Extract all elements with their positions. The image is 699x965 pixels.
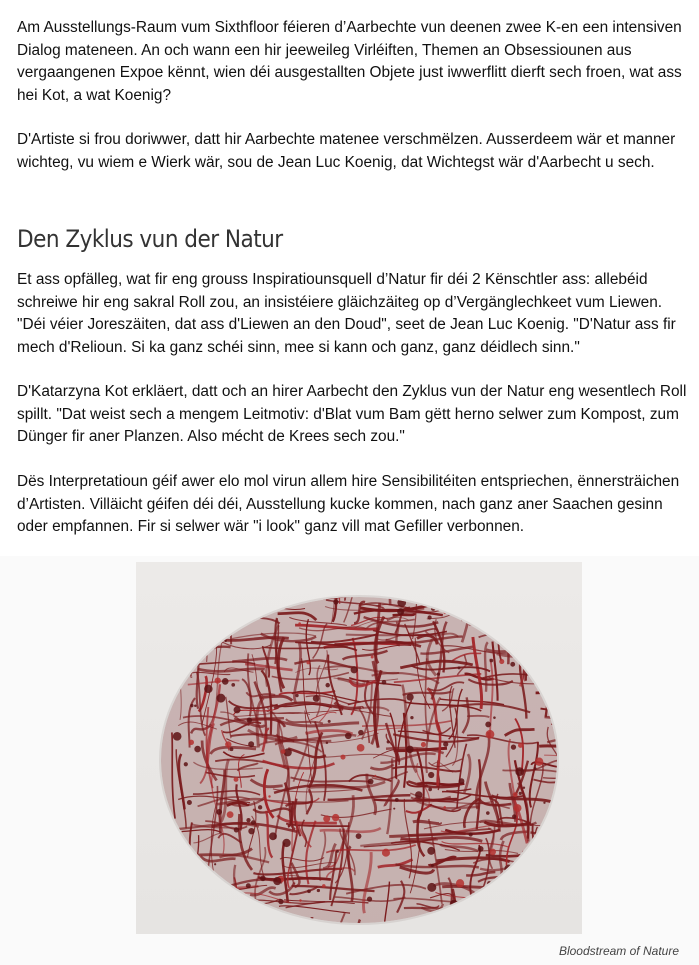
paragraph-intro: Am Ausstellungs-Raum vum Sixthfloor féieren d’Aarbechte vun deenen zwee K-en een intensiven Dialog mateneen. An och wann een hir jeeweileg Virléiften, Themen an Obsessiounen aus vergaangenen Expoe kënnt, wien déi ausgestallten Objete just iwwerflitt dierft sech froen, wat ass hei Kot, a wat Koenig?: [17, 19, 682, 104]
paragraph-artists-merge: D'Artiste si frou doriwwer, datt hir Aarbechte matenee verschmëlzen. Ausserdeem wär et manner wichteg, vu wiem e Wierk wär, sou de Jean Luc Koenig, dat Wichtegst wär d'Aarbecht u sech.: [17, 131, 676, 171]
section-heading: Den Zyklus vun der Natur: [17, 225, 283, 253]
artwork-image: [136, 562, 582, 934]
artwork-photo: [136, 562, 582, 934]
image-caption: Bloodstream of Nature: [558, 944, 679, 958]
paragraph-nature-inspiration: Et ass opfälleg, wat fir eng grouss Inspiratiounsquell d’Natur fir déi 2 Kënschtler ass: allebéid schreiwe hir eng sakral Roll zou, an insistéiere gläichzäiteg op d’Vergänglechkeet vum Liewen. "Déi véier Joreszäiten, dat ass d'Liewen an den Doud", seet de Jean Luc Koenig. "D'Natur ass fir mech d'Relioun. Si ka ganz schéi sinn, mee si kann och ganz, ganz déidlech sinn.": [17, 271, 676, 356]
paragraph-interpretation: Dës Interpretatioun géif awer elo mol virun allem hire Sensibilitéiten entspriechen, ënnersträichen d’Artisten. Villäicht géifen déi déi, Ausstellung kucke kommen, nach ganz aner Saachen gesinn oder empfannen. Fir si selwer wär "i look" ganz vill mat Gefiller verbonnen.: [17, 473, 680, 535]
paragraph-kot-cycle: D'Katarzyna Kot erkläert, datt och an hirer Aarbecht den Zyklus vun der Natur eng wesentlech Roll spillt. "Dat weist sech a mengem Leitmotiv: d'Blat vum Bam gëtt herno selwer zum Kompost, zum Dünger fir aner Planzen. Also mécht de Krees sech zou.": [17, 383, 687, 445]
